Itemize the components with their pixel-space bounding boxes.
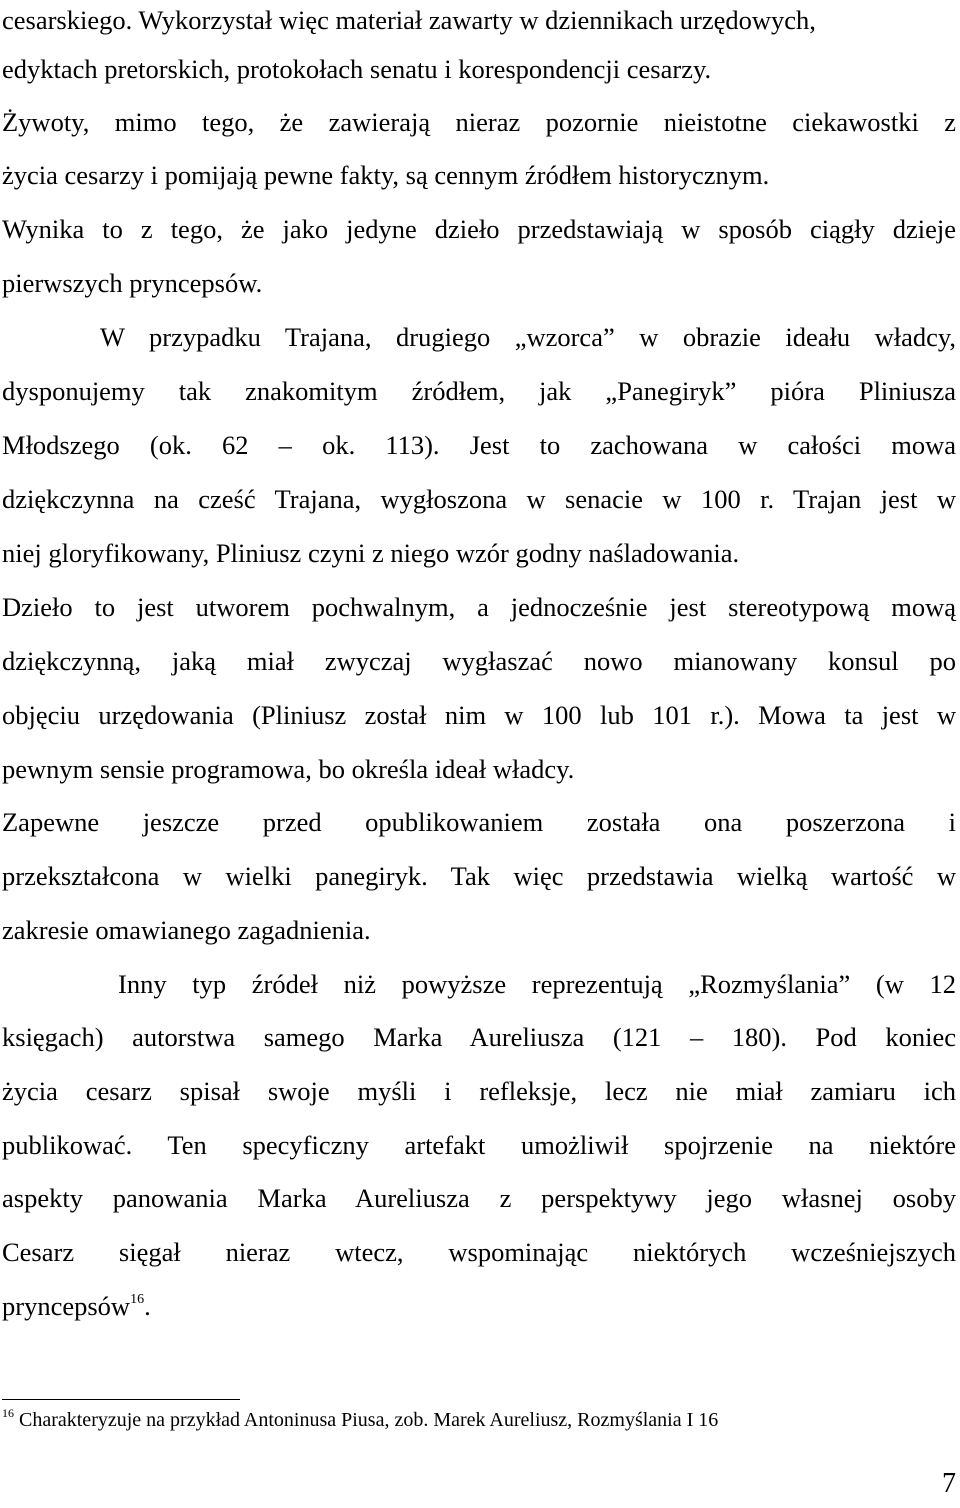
sentence-end: .	[144, 1291, 151, 1321]
text-line: pierwszych pryncepsów.	[2, 268, 263, 298]
footnote-reference[interactable]: 16	[130, 1292, 145, 1307]
text-line: dysponujemy tak znakomitym źródłem, jak „Panegiryk” pióra Pliniusza	[2, 376, 956, 406]
text-line: aspekty panowania Marka Aureliusza z perspektywy jego własnej osoby	[2, 1183, 956, 1213]
text-line: Inny typ źródeł niż powyższe reprezentują „Rozmyślania” (w 12	[118, 969, 956, 999]
text-line: Cesarz sięgał nieraz wtecz, wspominając niektórych wcześniejszych	[2, 1237, 956, 1267]
text-line: publikować. Ten specyficzny artefakt umożliwił spojrzenie na niektóre	[2, 1130, 956, 1160]
text-line: księgach) autorstwa samego Marka Aureliusza (121 – 180). Pod koniec	[2, 1022, 956, 1052]
text-line: życia cesarz spisał swoje myśli i refleksje, lecz nie miał zamiaru ich	[2, 1076, 956, 1106]
text-line: niej gloryfikowany, Pliniusz czyni z niego wzór godny naśladowania.	[2, 538, 740, 568]
text-line-last	[2, 1286, 956, 1326]
text-line: życia cesarzy i pomijają pewne fakty, są cennym źródłem historycznym.	[2, 160, 770, 190]
text-line-content: pryncepsów	[2, 1291, 131, 1321]
text-line: Młodszego (ok. 62 – ok. 113). Jest to zachowana w całości mowa	[2, 430, 956, 460]
text-line: dziękczynna na cześć Trajana, wygłoszona w senacie w 100 r. Trajan jest w	[2, 484, 956, 514]
footnote	[2, 1405, 718, 1435]
page-number: 7	[942, 1468, 956, 1499]
text-line: W przypadku Trajana, drugiego „wzorca” w obrazie ideału władcy,	[100, 322, 956, 352]
text-line: zakresie omawianego zagadnienia.	[2, 915, 371, 945]
text-line: przekształcona w wielki panegiryk. Tak więc przedstawia wielką wartość w	[2, 861, 956, 891]
text-line: cesarskiego. Wykorzystał więc materiał zawarty w dziennikach urzędowych,	[2, 5, 816, 35]
footnote-number: 16	[2, 1406, 14, 1420]
footnote-separator	[2, 1399, 240, 1400]
text-line: Zapewne jeszcze przed opublikowaniem została ona poszerzona i	[2, 807, 956, 837]
text-line: Żywoty, mimo tego, że zawierają nieraz pozornie nieistotne ciekawostki z	[2, 107, 956, 137]
text-line: edyktach pretorskich, protokołach senatu i korespondencji cesarzy.	[2, 54, 712, 84]
text-line: objęciu urzędowania (Pliniusz został nim w 100 lub 101 r.). Mowa ta jest w	[2, 700, 956, 730]
text-line: pewnym sensie programowa, bo określa ideał władcy.	[2, 754, 575, 784]
text-line: Dzieło to jest utworem pochwalnym, a jednocześnie jest stereotypową mową	[2, 592, 956, 622]
footnote-text: Charakteryzuje na przykład Antoninusa Piusa, zob. Marek Aureliusz, Rozmyślania I 16	[19, 1409, 719, 1431]
text-line: dziękczynną, jaką miał zwyczaj wygłaszać nowo mianowany konsul po	[2, 646, 956, 676]
text-line: Wynika to z tego, że jako jedyne dzieło przedstawiają w sposób ciągły dzieje	[2, 214, 956, 244]
